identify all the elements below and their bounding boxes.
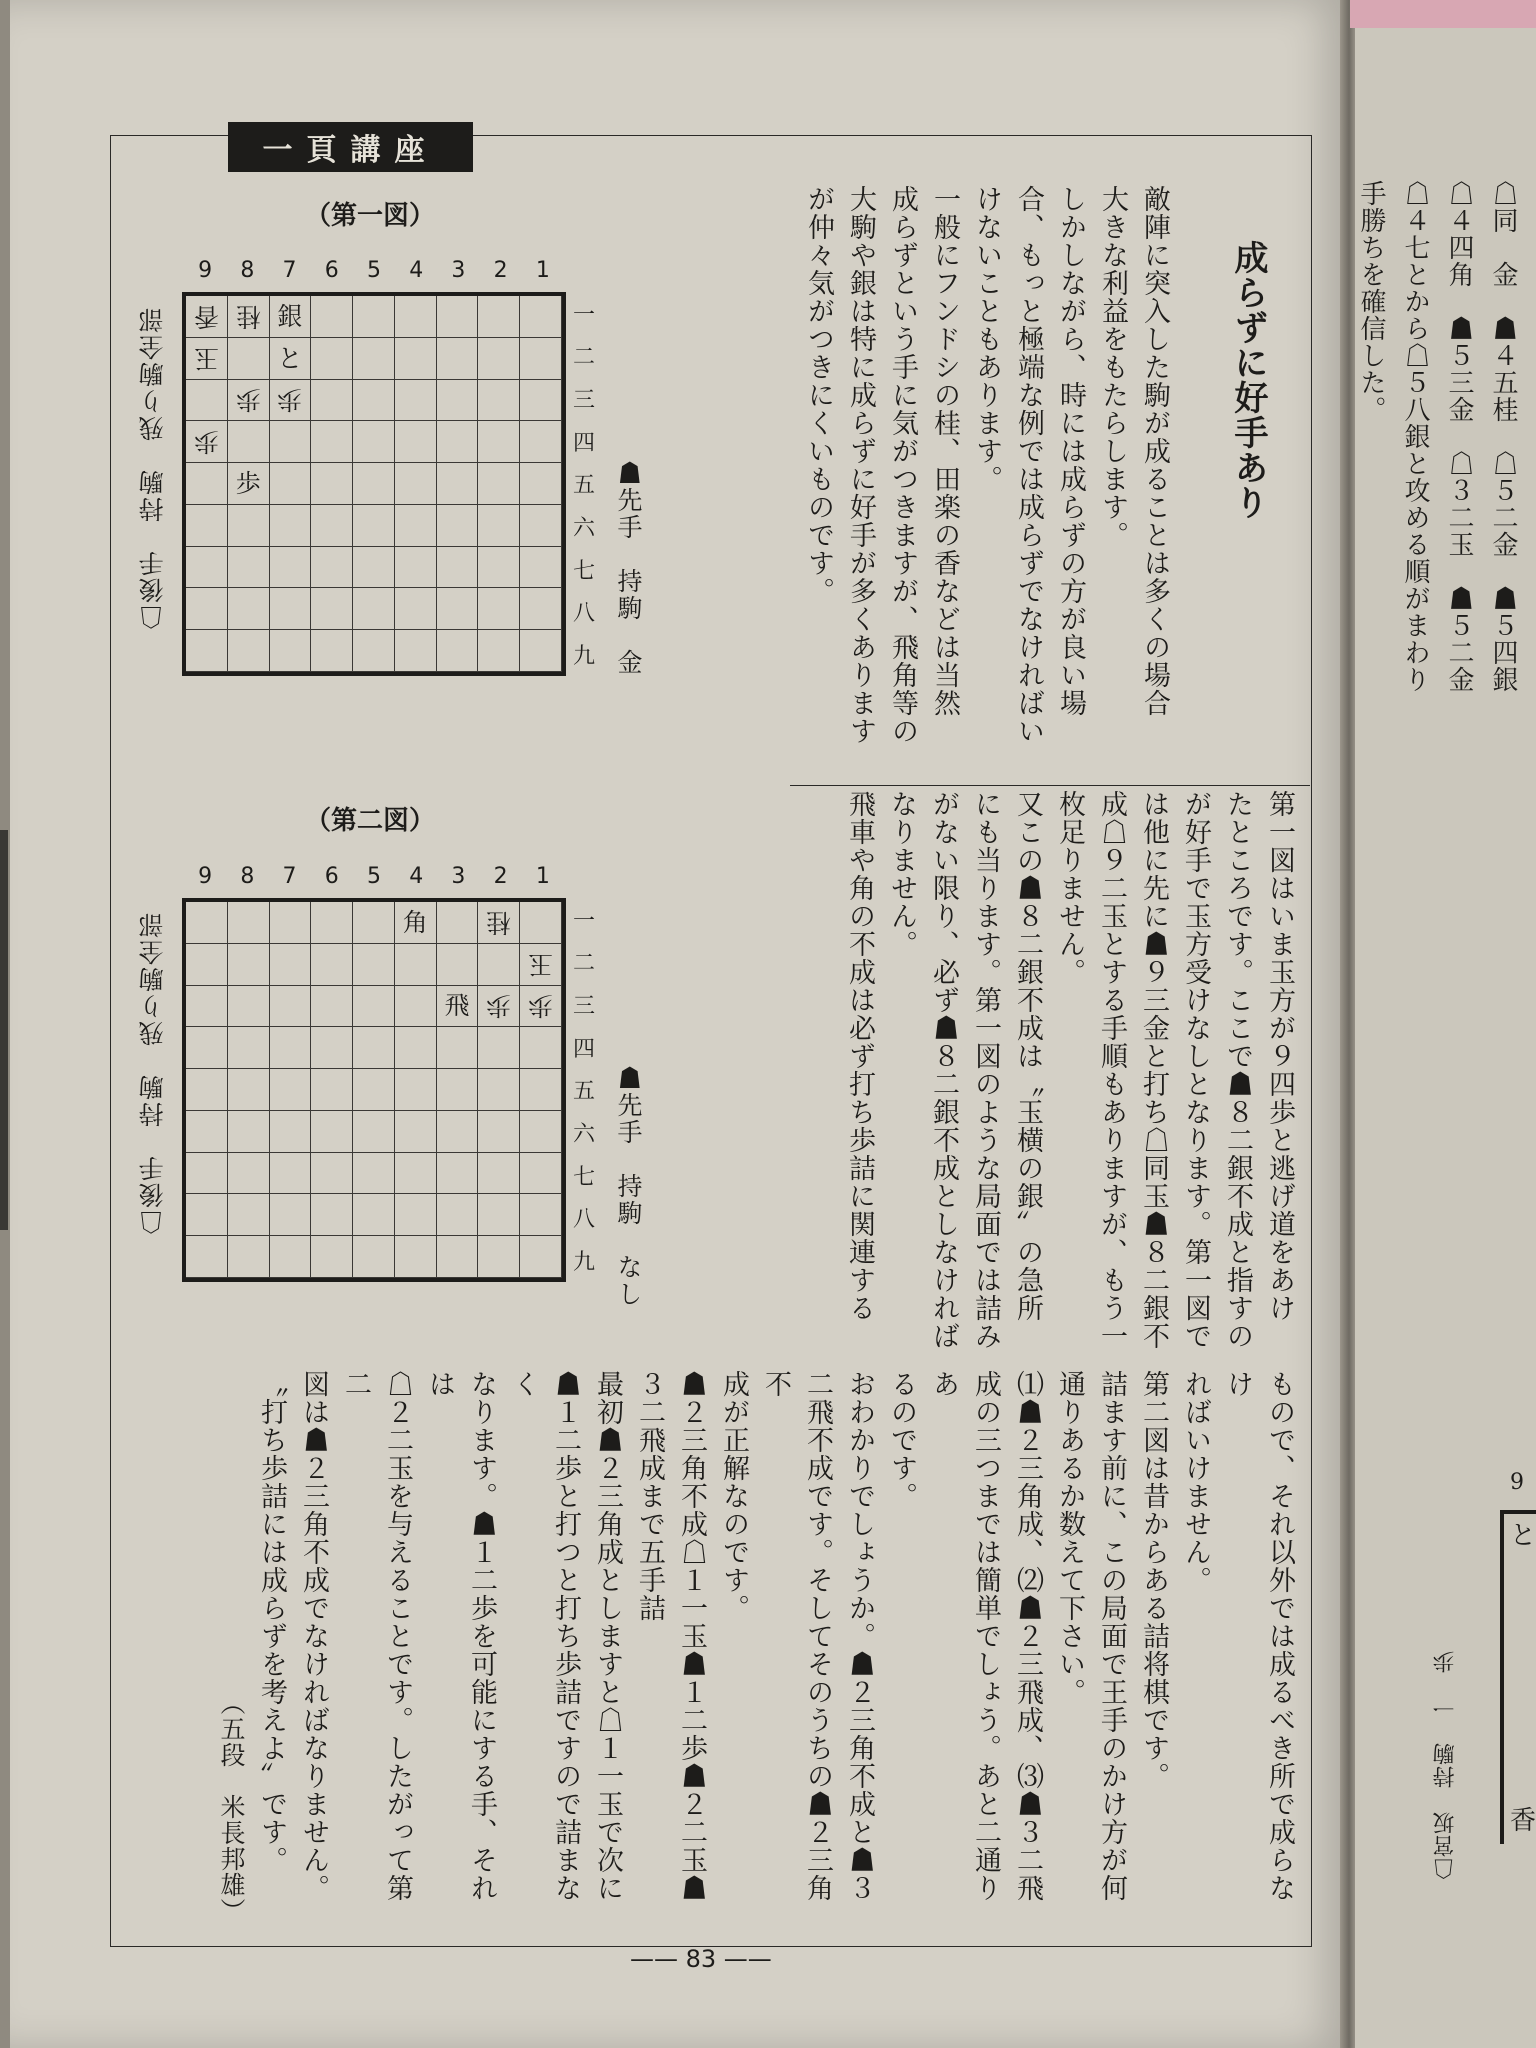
board-square [395, 421, 437, 463]
board-square [520, 944, 562, 986]
board-square [353, 588, 395, 630]
board-square [270, 944, 312, 986]
figure1-board [182, 292, 566, 676]
board-square [228, 505, 270, 547]
text-line: 一般にフンドシの桂、田楽の香などは当然 [929, 185, 960, 717]
text-line: 第一図はいま玉方が９四歩と逃げ道をあけ [1264, 790, 1295, 1322]
board-square [520, 1111, 562, 1153]
board-square [186, 944, 228, 986]
row-label: 五 [572, 473, 595, 499]
column-label: 8 [240, 864, 255, 889]
column-label: 9 [198, 864, 213, 889]
board-square [478, 338, 520, 380]
figure2-gote-hand: ☖後手 持駒 残り駒全部 [138, 911, 167, 1235]
board-square [437, 1236, 479, 1278]
board-square [478, 986, 520, 1028]
row-label: 四 [572, 430, 595, 456]
board-square [228, 463, 270, 505]
right-page-text [1356, 180, 1525, 1080]
board-square [437, 1194, 479, 1236]
board-square [311, 338, 353, 380]
board-square [353, 1194, 395, 1236]
text-line: 飛車や角の不成は必ず打ち歩詰に関連する [844, 790, 875, 1322]
column-label: 1 [535, 258, 550, 283]
board-square [186, 547, 228, 589]
row-label: 三 [572, 388, 595, 414]
column-label: 9 [198, 258, 213, 283]
text-line: 詰ます前に、この局面で王手のかけ方が何 [1096, 1370, 1127, 1902]
board-square [353, 1027, 395, 1069]
figure2-board [182, 898, 566, 1282]
board-square [437, 902, 479, 944]
text-line: ⑴☗２三角成、⑵☗２三飛成、⑶☗３二飛 [1012, 1370, 1043, 1902]
board-square [311, 1069, 353, 1111]
board-square [520, 1194, 562, 1236]
text-line: 合、もっと極端な例では成らずでなければい [1013, 185, 1044, 745]
board-square [311, 1153, 353, 1195]
row-label: 六 [572, 516, 595, 542]
board-square [270, 1194, 312, 1236]
text-line: 敵陣に突入した駒が成ることは多くの場合 [1139, 185, 1170, 717]
board-square [395, 1027, 437, 1069]
text-line: おわかりでしょうか。☗２三角不成と☗３ [844, 1370, 875, 1902]
board-square [270, 630, 312, 672]
column-label: 7 [282, 258, 297, 283]
text-line: しかしながら、時には成らずの方が良い場 [1055, 185, 1086, 717]
text-line: ☖同 金 ☗４五桂 ☖５二金 ☗５四銀 [1488, 180, 1518, 693]
board-square [478, 380, 520, 422]
column-label: 4 [409, 864, 424, 889]
board-square [311, 505, 353, 547]
text-line: 〝打ち歩詰には成らずを考えよ〟です。 [256, 1370, 287, 1874]
board-square [228, 986, 270, 1028]
text-line: ３二飛成まで五手詰 [634, 1370, 665, 1622]
gote-piece: 桂 [235, 301, 261, 331]
board-square [270, 1236, 312, 1278]
gote-piece: 玉 [528, 949, 554, 979]
board-square [228, 630, 270, 672]
board-square [228, 1027, 270, 1069]
sente-piece: 銀 [277, 301, 303, 331]
board-square [437, 421, 479, 463]
board-square [520, 296, 562, 338]
board-square [270, 505, 312, 547]
sente-piece: と [277, 343, 303, 373]
board-square [270, 380, 312, 422]
board-square [353, 1236, 395, 1278]
column-label: 6 [324, 864, 339, 889]
board-square [520, 588, 562, 630]
board-square [186, 1153, 228, 1195]
board-square [437, 944, 479, 986]
board-square [270, 421, 312, 463]
board-square [270, 1111, 312, 1153]
board-square [395, 1111, 437, 1153]
text-line: るのです。 [886, 1370, 917, 1510]
board-square [478, 1027, 520, 1069]
board-square [437, 630, 479, 672]
right-page-board-label: ☖宮坂 持駒 一 歩 [1433, 1650, 1458, 1880]
figure1-column-labels [184, 258, 564, 283]
board-square [353, 505, 395, 547]
board-square [311, 902, 353, 944]
book-edge [0, 830, 8, 1230]
board-square [228, 338, 270, 380]
column-label: 8 [240, 258, 255, 283]
board-square [437, 588, 479, 630]
board-square [395, 505, 437, 547]
board-square [395, 463, 437, 505]
board-square [478, 1194, 520, 1236]
board-square [228, 902, 270, 944]
board-square [228, 1194, 270, 1236]
board-square [478, 588, 520, 630]
board-square [270, 463, 312, 505]
board-square [353, 547, 395, 589]
board-square [186, 421, 228, 463]
board-square [437, 1027, 479, 1069]
board-square [395, 296, 437, 338]
board-square [186, 630, 228, 672]
right-page-col-label: 9 [1510, 1470, 1524, 1495]
board-square [311, 944, 353, 986]
board-square [353, 902, 395, 944]
row-label: 六 [572, 1122, 595, 1148]
board-square [186, 463, 228, 505]
board-square [395, 630, 437, 672]
gote-piece: 歩 [528, 991, 554, 1021]
board-square [353, 296, 395, 338]
board-square [395, 338, 437, 380]
row-label: 二 [572, 345, 595, 371]
board-square [478, 1236, 520, 1278]
text-line: もので、それ以外では成るべき所で成らなけ [1222, 1370, 1295, 1902]
board-square [228, 421, 270, 463]
column-label: 3 [451, 258, 466, 283]
text-line: 成の三つまでは簡単でしょう。あと二通りあ [928, 1370, 1001, 1902]
figure1-gote-hand: ☖後手 持駒 残り駒全部 [138, 306, 167, 630]
board-square [437, 1069, 479, 1111]
board-square [395, 1069, 437, 1111]
row-label: 九 [572, 644, 595, 670]
board-square [311, 986, 353, 1028]
text-line: 枚足りません。 [1054, 790, 1085, 986]
board-square [270, 1153, 312, 1195]
board-square [395, 1153, 437, 1195]
board-square [186, 1069, 228, 1111]
board-square [311, 380, 353, 422]
board-square [437, 1153, 479, 1195]
sente-piece: 歩 [235, 468, 261, 498]
board-square [395, 588, 437, 630]
row-label: 七 [572, 558, 595, 584]
gote-piece: 桂 [486, 907, 512, 937]
board-square [186, 338, 228, 380]
board-square [478, 547, 520, 589]
text-line: にも当ります。第一図のような局面では詰み [970, 790, 1001, 1350]
text-line: 成が正解なのです。 [718, 1370, 749, 1622]
board-square [437, 338, 479, 380]
sente-piece: 飛 [444, 991, 470, 1021]
board-square [186, 296, 228, 338]
row-label: 八 [572, 601, 595, 627]
board-square [311, 1027, 353, 1069]
board-square [270, 986, 312, 1028]
board-square [478, 1153, 520, 1195]
article-title: 成らずに好手あり [1228, 240, 1268, 520]
board-square [270, 1027, 312, 1069]
board-square [228, 296, 270, 338]
right-page-cell-to: と [1510, 1521, 1536, 1551]
board-square [478, 902, 520, 944]
right-page-cell-kyo: 香 [1510, 1806, 1536, 1836]
text-line: 大きな利益をもたらします。 [1097, 185, 1128, 549]
board-square [520, 630, 562, 672]
board-square [478, 421, 520, 463]
text-line: が好手で玉方受けなしとなります。第一図で [1180, 790, 1211, 1350]
board-square [228, 547, 270, 589]
board-square [520, 463, 562, 505]
board-square [228, 1153, 270, 1195]
board-square [520, 338, 562, 380]
article-lower [225, 1370, 1300, 1925]
figure2-column-labels [184, 864, 564, 889]
column-label: 3 [451, 864, 466, 889]
board-square [353, 338, 395, 380]
board-square [478, 630, 520, 672]
board-square [437, 547, 479, 589]
text-line: ☗２三角不成☖１一玉☗１二歩☗２二玉☗ [676, 1370, 707, 1902]
board-square [520, 986, 562, 1028]
text-line: 最初☗２三角成としますと☖１一玉で次に [592, 1370, 623, 1902]
row-label: 九 [572, 1250, 595, 1276]
figure2-caption: （第二図） [305, 806, 436, 836]
board-square [395, 986, 437, 1028]
board-square [270, 338, 312, 380]
board-square [353, 944, 395, 986]
gote-piece: 香 [193, 301, 219, 331]
row-label: 四 [572, 1036, 595, 1062]
board-square [311, 463, 353, 505]
text-line: ☖２二玉を与えることです。したがって第二 [340, 1370, 413, 1902]
board-square [186, 505, 228, 547]
page-number: —— 83 —— [630, 1945, 772, 1973]
board-square [270, 588, 312, 630]
text-line: ☖４七とから☖５八銀と攻める順がまわり [1400, 180, 1430, 693]
board-square [353, 463, 395, 505]
row-label: 七 [572, 1164, 595, 1190]
board-square [520, 380, 562, 422]
board-square [186, 1111, 228, 1153]
board-square [270, 1069, 312, 1111]
board-square [186, 588, 228, 630]
board-square [353, 986, 395, 1028]
gote-piece: 歩 [486, 991, 512, 1021]
board-square [520, 902, 562, 944]
board-square [186, 1027, 228, 1069]
section-title: 一頁講座 [228, 122, 473, 172]
board-square [437, 1111, 479, 1153]
board-square [228, 380, 270, 422]
board-square [520, 1027, 562, 1069]
board-square [478, 1069, 520, 1111]
board-square [520, 547, 562, 589]
column-label: 4 [409, 258, 424, 283]
board-square [437, 296, 479, 338]
text-line: 通りあるか数えて下さい。 [1054, 1370, 1085, 1706]
figure1-row-labels [568, 292, 600, 676]
figure1-caption: （第一図） [305, 201, 436, 231]
figure2-row-labels [568, 898, 600, 1282]
text-line: なりません。 [886, 790, 917, 958]
board-square [270, 902, 312, 944]
gote-piece: 歩 [235, 385, 261, 415]
board-square [270, 296, 312, 338]
text-line: ☗１二歩と打つと打ち歩詰ですので詰まなく [508, 1370, 581, 1902]
column-label: 5 [366, 258, 381, 283]
column-label: 7 [282, 864, 297, 889]
text-line: がない限り、必ず☗８二銀不成としなければ [928, 790, 959, 1350]
board-square [353, 1069, 395, 1111]
board-square [395, 944, 437, 986]
board-square [478, 463, 520, 505]
board-square [437, 380, 479, 422]
text-line: ☖４四角 ☗５三金 ☖３二玉 ☗５二金 [1444, 180, 1474, 693]
text-line: たところです。ここで☗８二銀不成と指すの [1222, 790, 1253, 1350]
author-credit: （五段 米長邦雄） [217, 1690, 246, 1924]
right-page-board-edge [1500, 1510, 1536, 1844]
board-square [395, 1194, 437, 1236]
figure1-sente-hand: ☗先手 持駒 金 [614, 460, 643, 676]
row-label: 三 [572, 994, 595, 1020]
board-square [311, 1236, 353, 1278]
board-square [311, 1194, 353, 1236]
board-square [520, 1153, 562, 1195]
board-square [186, 986, 228, 1028]
board-square [228, 1069, 270, 1111]
text-line: けないこともあります。 [971, 185, 1002, 493]
column-label: 2 [493, 864, 508, 889]
gote-piece: 玉 [193, 343, 219, 373]
row-label: 二 [572, 951, 595, 977]
gote-piece: 歩 [277, 385, 303, 415]
text-line: ればいけません。 [1180, 1370, 1211, 1594]
board-square [478, 296, 520, 338]
board-square [228, 1236, 270, 1278]
board-square [520, 421, 562, 463]
text-line: 第二図は昔からある詰将棋です。 [1138, 1370, 1169, 1790]
row-label: 一 [572, 302, 595, 328]
column-label: 5 [366, 864, 381, 889]
row-label: 一 [572, 908, 595, 934]
board-square [353, 380, 395, 422]
text-line: 成☖９二玉とする手順もありますが、もう一 [1096, 790, 1127, 1350]
divider-line [790, 785, 1310, 786]
board-square [186, 1194, 228, 1236]
board-square [353, 421, 395, 463]
board-square [228, 1111, 270, 1153]
board-square [311, 588, 353, 630]
board-square [353, 1111, 395, 1153]
column-label: 2 [493, 258, 508, 283]
board-square [395, 380, 437, 422]
board-square [311, 421, 353, 463]
text-line: なります。☗１二歩を可能にする手、それは [424, 1370, 497, 1902]
article-middle [700, 790, 1300, 1350]
board-square [437, 463, 479, 505]
gote-piece: 歩 [193, 427, 219, 457]
board-square [395, 902, 437, 944]
board-square [478, 944, 520, 986]
board-square [186, 1236, 228, 1278]
board-square [353, 1153, 395, 1195]
board-square [478, 1111, 520, 1153]
text-line: 成らずという手に気がつきますが、飛角等の [887, 185, 918, 745]
board-square [520, 505, 562, 547]
row-label: 五 [572, 1079, 595, 1105]
board-square [395, 547, 437, 589]
board-square [395, 1236, 437, 1278]
text-line: 又この☗８二銀不成は〝玉横の銀〟の急所 [1012, 790, 1043, 1322]
text-line: は他に先に☗９三金と打ち☖同玉☗８二銀不 [1138, 790, 1169, 1350]
column-label: 1 [535, 864, 550, 889]
board-square [520, 1069, 562, 1111]
text-line: 手勝ちを確信した。 [1356, 180, 1386, 423]
article-intro [745, 185, 1175, 775]
board-square [186, 902, 228, 944]
board-square [186, 380, 228, 422]
sente-piece: 角 [402, 907, 428, 937]
board-square [270, 547, 312, 589]
board-square [437, 505, 479, 547]
text-line: 大駒や銀は特に成らずに好手が多くあります [845, 185, 876, 745]
board-square [311, 296, 353, 338]
board-square [311, 1111, 353, 1153]
board-square [520, 1236, 562, 1278]
board-square [353, 630, 395, 672]
board-square [478, 505, 520, 547]
row-label: 八 [572, 1207, 595, 1233]
figure2-sente-hand: ☗先手 持駒 なし [614, 1065, 643, 1308]
board-square [228, 944, 270, 986]
text-line: 二飛不成です。そしてそのうちの☗２三角不 [760, 1370, 833, 1902]
board-square [437, 986, 479, 1028]
column-label: 6 [324, 258, 339, 283]
text-line: 図は☗２三角不成でなければなりません。 [298, 1370, 329, 1902]
board-square [311, 547, 353, 589]
page-edge-tab [1350, 0, 1536, 28]
board-square [228, 588, 270, 630]
board-square [311, 630, 353, 672]
text-line: が仲々気がつきにくいものです。 [803, 185, 834, 605]
